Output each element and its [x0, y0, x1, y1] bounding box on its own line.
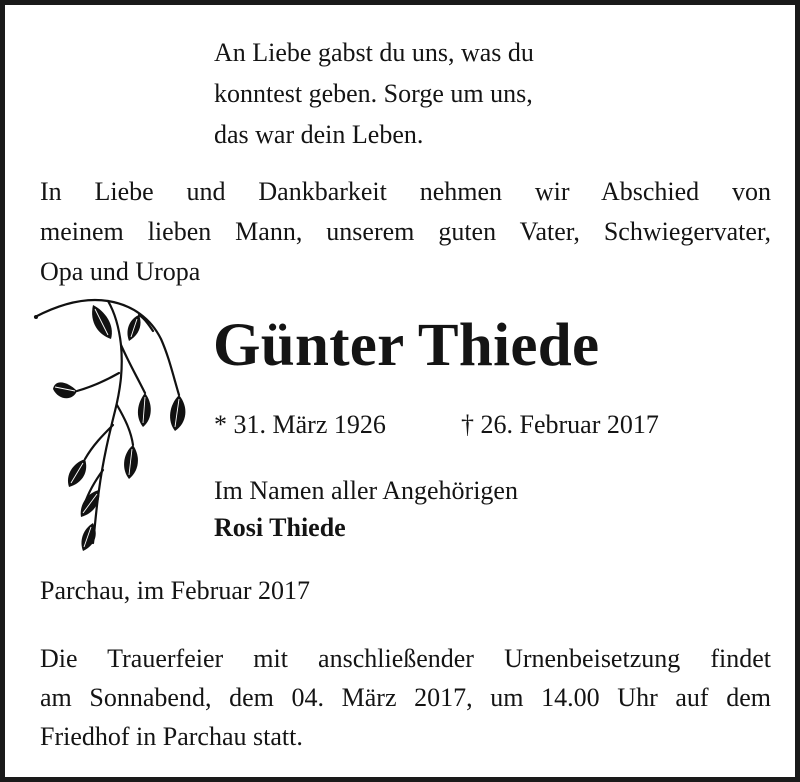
birth-date: * 31. März 1926: [214, 410, 386, 439]
farewell-line: meinem lieben Mann, unserem guten Vater, Schwiegervater,: [40, 217, 771, 246]
poem-line: das war dein Leben.: [214, 120, 424, 149]
on-behalf-line: Im Namen aller Angehörigen: [214, 476, 518, 505]
service-line: Die Trauerfeier mit anschließender Urnenbeisetzung findet: [40, 644, 771, 673]
signer-name: Rosi Thiede: [214, 513, 346, 542]
leafy-branch-icon: [33, 295, 203, 560]
farewell-line: In Liebe und Dankbarkeit nehmen wir Abschied von: [40, 177, 771, 206]
service-line: am Sonnabend, dem 04. März 2017, um 14.00 Uhr auf dem: [40, 683, 771, 712]
family-signature: [214, 472, 518, 546]
memorial-poem: [214, 32, 534, 155]
service-line: Friedhof in Parchau statt.: [40, 722, 303, 751]
deceased-name: Günter Thiede: [213, 312, 600, 379]
farewell-line: Opa und Uropa: [40, 257, 201, 286]
poem-line: An Liebe gabst du uns, was du: [214, 38, 534, 67]
poem-line: konntest geben. Sorge um uns,: [214, 79, 533, 108]
farewell-text: [40, 172, 771, 292]
funeral-service-info: [40, 639, 771, 756]
place-and-date: Parchau, im Februar 2017: [40, 576, 311, 605]
death-date: † 26. Februar 2017: [461, 410, 659, 439]
